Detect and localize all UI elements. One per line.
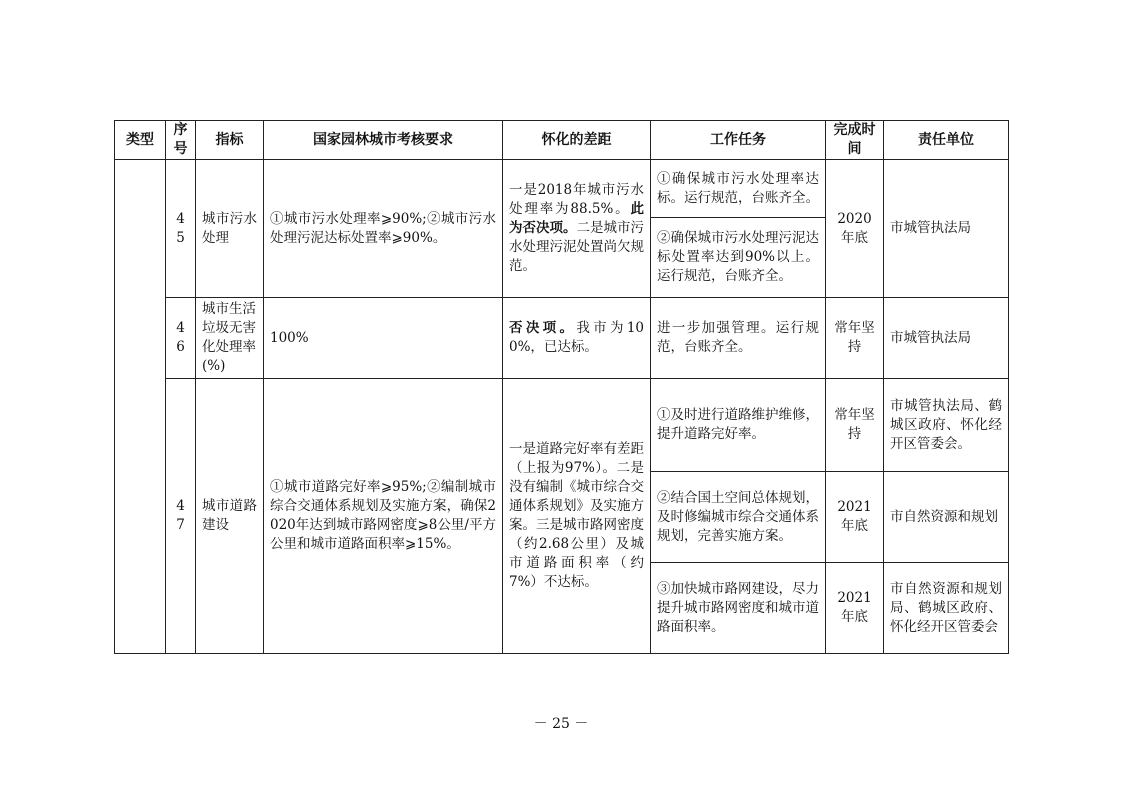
table-row — [115, 160, 1009, 218]
gap-cell — [503, 298, 651, 379]
time-cell: 常年坚持 — [826, 379, 884, 472]
header-gap: 怀化的差距 — [503, 121, 651, 160]
header-time: 完成时间 — [826, 121, 884, 160]
task-cell: ③加快城市路网建设，尽力提升城市路网密度和城市道路面积率。 — [651, 563, 826, 654]
indicator-cell: 城市道路建设 — [196, 379, 264, 654]
header-row — [115, 121, 1009, 160]
table-row — [115, 379, 1009, 472]
unit-cell: 市自然资源和规划 — [884, 472, 1009, 563]
gap-text: 二是城市污水处理污泥处置尚欠规范。 — [509, 220, 644, 274]
task-cell: ②结合国土空间总体规划，及时修编城市综合交通体系规划，完善实施方案。 — [651, 472, 826, 563]
unit-cell: 市城管执法局 — [884, 298, 1009, 379]
time-cell: 常年坚持 — [826, 298, 884, 379]
type-cell — [115, 160, 166, 654]
task-cell: ②确保城市污水处理污泥达标处置率达到90%以上。运行规范，台账齐全。 — [651, 218, 826, 298]
header-indicator: 指标 — [196, 121, 264, 160]
unit-cell: 市城管执法局、鹤城区政府、怀化经开区管委会。 — [884, 379, 1009, 472]
requirement-cell: 100% — [264, 298, 503, 379]
veto-label: 此为否决项。 — [509, 201, 644, 236]
veto-label: 否决项。 — [509, 320, 577, 336]
time-cell: 2021年底 — [826, 563, 884, 654]
gap-cell — [503, 160, 651, 298]
requirement-cell: ①城市污水处理率⩾90%;②城市污水处理污泥达标处置率⩾90%。 — [264, 160, 503, 298]
requirement-cell: ①城市道路完好率⩾95%;②编制城市综合交通体系规划及实施方案，确保2020年达到城市路网密度⩾8公里/平方公里和城市道路面积率⩾15%。 — [264, 379, 503, 654]
time-cell: 2020年底 — [826, 160, 884, 298]
page-number: － 25 － — [533, 716, 589, 732]
header-requirement: 国家园林城市考核要求 — [264, 121, 503, 160]
task-cell: ①及时进行道路维护维修，提升道路完好率。 — [651, 379, 826, 472]
indicator-cell: 城市污水处理 — [196, 160, 264, 298]
table-row — [115, 298, 1009, 379]
header-seq: 序号 — [166, 121, 196, 160]
task-cell: 进一步加强管理。运行规范，台账齐全。 — [651, 298, 826, 379]
gap-text: 我市为100%，已达标。 — [509, 320, 644, 355]
time-cell: 2021年底 — [826, 472, 884, 563]
unit-cell: 市自然资源和规划局、鹤城区政府、怀化经开区管委会 — [884, 563, 1009, 654]
gap-text: 一是2018年城市污水处理率为88.5%。 — [509, 182, 644, 217]
header-type: 类型 — [115, 121, 166, 160]
header-unit: 责任单位 — [884, 121, 1009, 160]
seq-cell: 47 — [166, 379, 196, 654]
seq-cell: 45 — [166, 160, 196, 298]
seq-cell: 46 — [166, 298, 196, 379]
indicator-cell: 城市生活垃圾无害化处理率(%) — [196, 298, 264, 379]
unit-cell: 市城管执法局 — [884, 160, 1009, 298]
task-cell: ①确保城市污水处理率达标。运行规范，台账齐全。 — [651, 160, 826, 218]
header-task: 工作任务 — [651, 121, 826, 160]
assessment-table — [114, 120, 1009, 654]
gap-cell: 一是道路完好率有差距（上报为97%）。二是没有编制《城市综合交通体系规划》及实施方案。三是城市路网密度（约2.68公里）及城市道路面积率（约7%）不达标。 — [503, 379, 651, 654]
